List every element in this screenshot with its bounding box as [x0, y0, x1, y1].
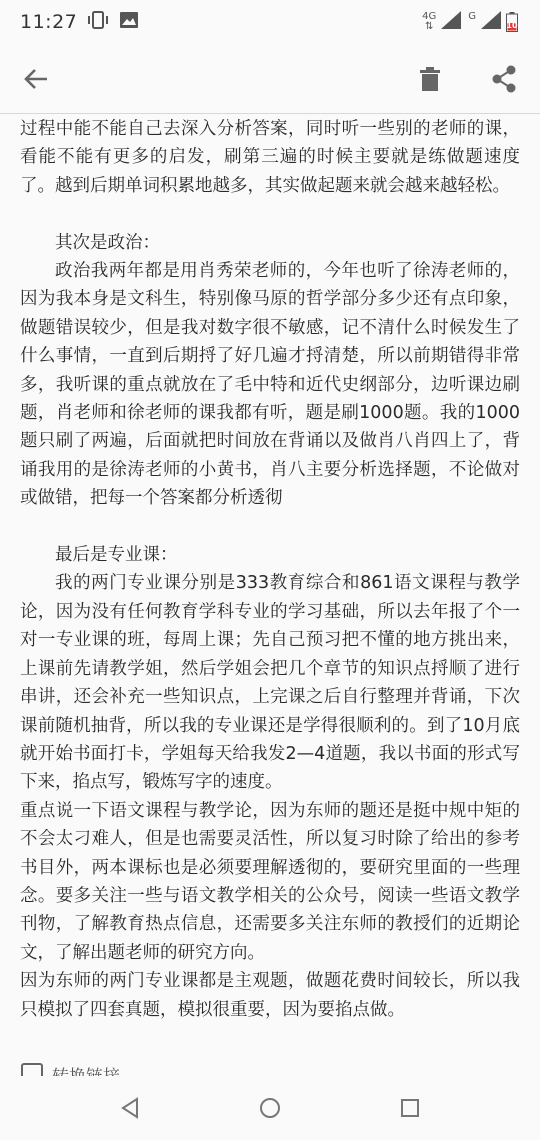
- paragraph-mock: 因为东师的两门专业课都是主观题，做题花费时间较长，所以我只模拟了四套真题，模拟很重要，因为要掐点做。: [20, 971, 520, 1020]
- nav-home-button[interactable]: [252, 1090, 288, 1126]
- heading-major: 最后是专业课：: [55, 545, 178, 566]
- network-g: [468, 12, 476, 32]
- signal-icon-2: [480, 10, 502, 34]
- nav-recents-button[interactable]: [392, 1090, 428, 1126]
- arrow-left-icon: [23, 67, 49, 91]
- paragraph-english: 过程中能不能自己去深入分析答案，同时听一些别的老师的课，看能不能有更多的启发，刷第三遍的时候主要就是练做题速度了。越到后期单词积累地越多，其实做起题来就会越来越轻松。: [20, 119, 520, 196]
- share-icon: [491, 65, 517, 93]
- app-bar-actions: [412, 61, 522, 97]
- trash-icon: [420, 67, 440, 91]
- triangle-back-icon: [120, 1097, 140, 1119]
- network-4g: [422, 12, 436, 32]
- battery-icon: [506, 12, 518, 32]
- paragraph-focus: 重点说一下语文课程与教学论，因为东师的题还是挺中规中矩的不会太刁难人，但是也需要灵活性，所以复习时除了给出的参考书目外，两本课标也是必须要理解透彻的，要研究里面的一些理念。要多关注一些与语文教学相关的公众号，阅读一些语文教学刊物，了解教育热点信息，还需要多关注东师的教授们的近期论文，了解出题老师的研究方向。: [20, 800, 520, 963]
- back-button[interactable]: [18, 61, 54, 97]
- status-bar: [0, 0, 540, 44]
- heading-politics: 其次是政治：: [55, 232, 160, 253]
- vibrate-icon: [87, 11, 109, 33]
- app-bar: [0, 44, 540, 114]
- delete-button[interactable]: [412, 61, 448, 97]
- status-right: [422, 10, 518, 34]
- blank-line: [20, 200, 520, 228]
- blank-line: [20, 513, 520, 541]
- system-nav-bar: [0, 1076, 540, 1140]
- battery-level: 10: [506, 21, 518, 30]
- article-content[interactable]: [0, 115, 540, 1075]
- status-left: [20, 11, 139, 33]
- paragraph-politics: 政治我两年都是用肖秀荣老师的，今年也听了徐涛老师的，因为我本身是文科生，特别像马原的哲学部分多少还有点印象，做题错误较少，但是我对数字很不敏感，记不清什么时候发生了什么事情，一直到后期捋了好几遍才捋清楚，所以前期错得非常多，我听课的重点就放在了毛中特和近代史纲部分，边听课边刷题，肖老师和徐老师的课我都有听，题是刷1000题。我的1000题只刷了两遍，后面就把时间放在背诵以及做肖八肖四上了，背诵我用的是徐涛老师的小黄书，肖八主要分析选择题，不论做对或做错，把每一个答案都分析透彻: [20, 261, 520, 509]
- paragraph-major: 我的两门专业课分别是333教育综合和861语文课程与教学论，因为没有任何教育学科专业的学习基础，所以去年报了个一对一专业课的班，每周上课；先自己预习把不懂的地方挑出来，上课前先请教学姐，然后学姐会把几个章节的知识点捋顺了进行串讲，还会补充一些知识点，上完课之后自行整理并背诵，下次课前随机抽背，所以我的专业课还是学得很顺利的。到了10月底就开始书面打卡，学姐每天给我发2—4道题，我以书面的形式写下来，掐点写，锻炼写字的速度。: [20, 573, 520, 793]
- network-4g-label: 4G: [422, 11, 437, 22]
- signal-icon: [440, 10, 462, 34]
- nav-back-button[interactable]: [112, 1090, 148, 1126]
- status-time: 11:27: [20, 11, 78, 33]
- image-notification-icon: [119, 11, 139, 33]
- network-g-label: G: [468, 11, 476, 22]
- share-button[interactable]: [486, 61, 522, 97]
- data-arrows-icon: ⇅: [424, 21, 434, 32]
- square-recents-icon: [400, 1098, 420, 1118]
- circle-home-icon: [259, 1097, 281, 1119]
